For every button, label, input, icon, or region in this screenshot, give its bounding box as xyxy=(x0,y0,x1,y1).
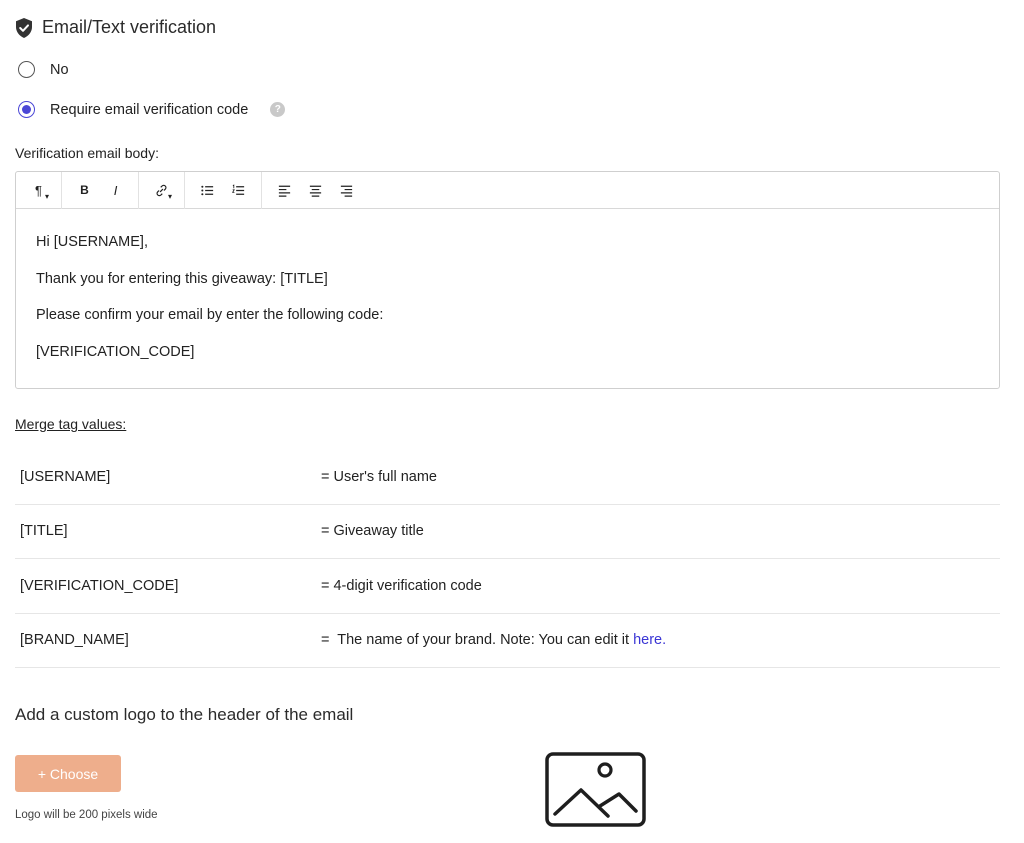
bullet-list-button[interactable] xyxy=(192,177,223,204)
link-icon xyxy=(154,183,169,198)
merge-tag: [TITLE] xyxy=(20,523,68,540)
option-require-label: Require email verification code xyxy=(50,101,249,118)
merge-tag-description: = 4-digit verification code xyxy=(321,577,482,594)
merge-tag: [BRAND_NAME] xyxy=(20,632,129,649)
merge-tag-description xyxy=(321,632,1000,648)
question-icon[interactable]: ? xyxy=(270,102,285,117)
editor-line: Hi [USERNAME], xyxy=(36,234,148,250)
editor-label: Verification email body: xyxy=(15,145,159,161)
align-center-icon xyxy=(308,183,323,198)
email-body-editor[interactable] xyxy=(15,171,1000,389)
editor-line: Please confirm your email by enter the following code: xyxy=(36,307,384,323)
brand-note-text: = The name of your brand. Note: You can edit it xyxy=(321,632,634,649)
option-require-code[interactable] xyxy=(18,101,285,118)
align-center-button[interactable] xyxy=(300,177,331,204)
table-row xyxy=(15,505,1000,560)
section-title: Email/Text verification xyxy=(42,17,217,37)
merge-tags-title: Merge tag values: xyxy=(15,416,127,432)
shield-check-icon xyxy=(15,18,33,38)
table-row xyxy=(15,559,1000,614)
merge-tag: [VERIFICATION_CODE] xyxy=(20,577,179,594)
table-row xyxy=(15,614,1000,669)
align-right-icon xyxy=(339,183,354,198)
section-header xyxy=(15,17,216,38)
paragraph-format-button[interactable] xyxy=(23,177,54,204)
chevron-down-icon: ▾ xyxy=(167,191,172,201)
option-no[interactable] xyxy=(18,61,69,78)
option-no-label: No xyxy=(50,61,69,78)
ordered-list-button[interactable] xyxy=(223,177,254,204)
image-icon xyxy=(545,752,646,827)
align-left-icon xyxy=(277,183,292,198)
ordered-list-icon xyxy=(231,183,246,198)
link-button[interactable] xyxy=(146,177,177,204)
align-left-button[interactable] xyxy=(269,177,300,204)
editor-line: Thank you for entering this giveaway: [TITLE] xyxy=(36,270,328,287)
radio-no[interactable] xyxy=(18,61,35,78)
logo-width-note: Logo will be 200 pixels wide xyxy=(15,809,158,821)
edit-brand-link[interactable]: here. xyxy=(633,632,667,649)
bullet-list-icon xyxy=(200,183,215,198)
bold-button[interactable]: B xyxy=(80,183,89,197)
merge-tag-description: = User's full name xyxy=(321,468,437,485)
table-row xyxy=(15,450,1000,505)
chevron-down-icon: ▾ xyxy=(44,191,49,201)
radio-require-code[interactable] xyxy=(18,101,35,118)
choose-logo-button[interactable]: + Choose xyxy=(15,755,121,792)
merge-tags-table xyxy=(15,450,1000,668)
editor-content[interactable] xyxy=(16,209,999,361)
align-right-button[interactable] xyxy=(331,177,362,204)
merge-tag-description: = Giveaway title xyxy=(321,523,424,540)
editor-toolbar xyxy=(16,172,999,209)
merge-tag: [USERNAME] xyxy=(20,468,111,485)
logo-heading: Add a custom logo to the header of the email xyxy=(15,705,354,724)
editor-line: [VERIFICATION_CODE] xyxy=(36,343,195,360)
italic-button[interactable]: I xyxy=(113,182,118,198)
paragraph-icon: ¶ xyxy=(35,182,42,198)
